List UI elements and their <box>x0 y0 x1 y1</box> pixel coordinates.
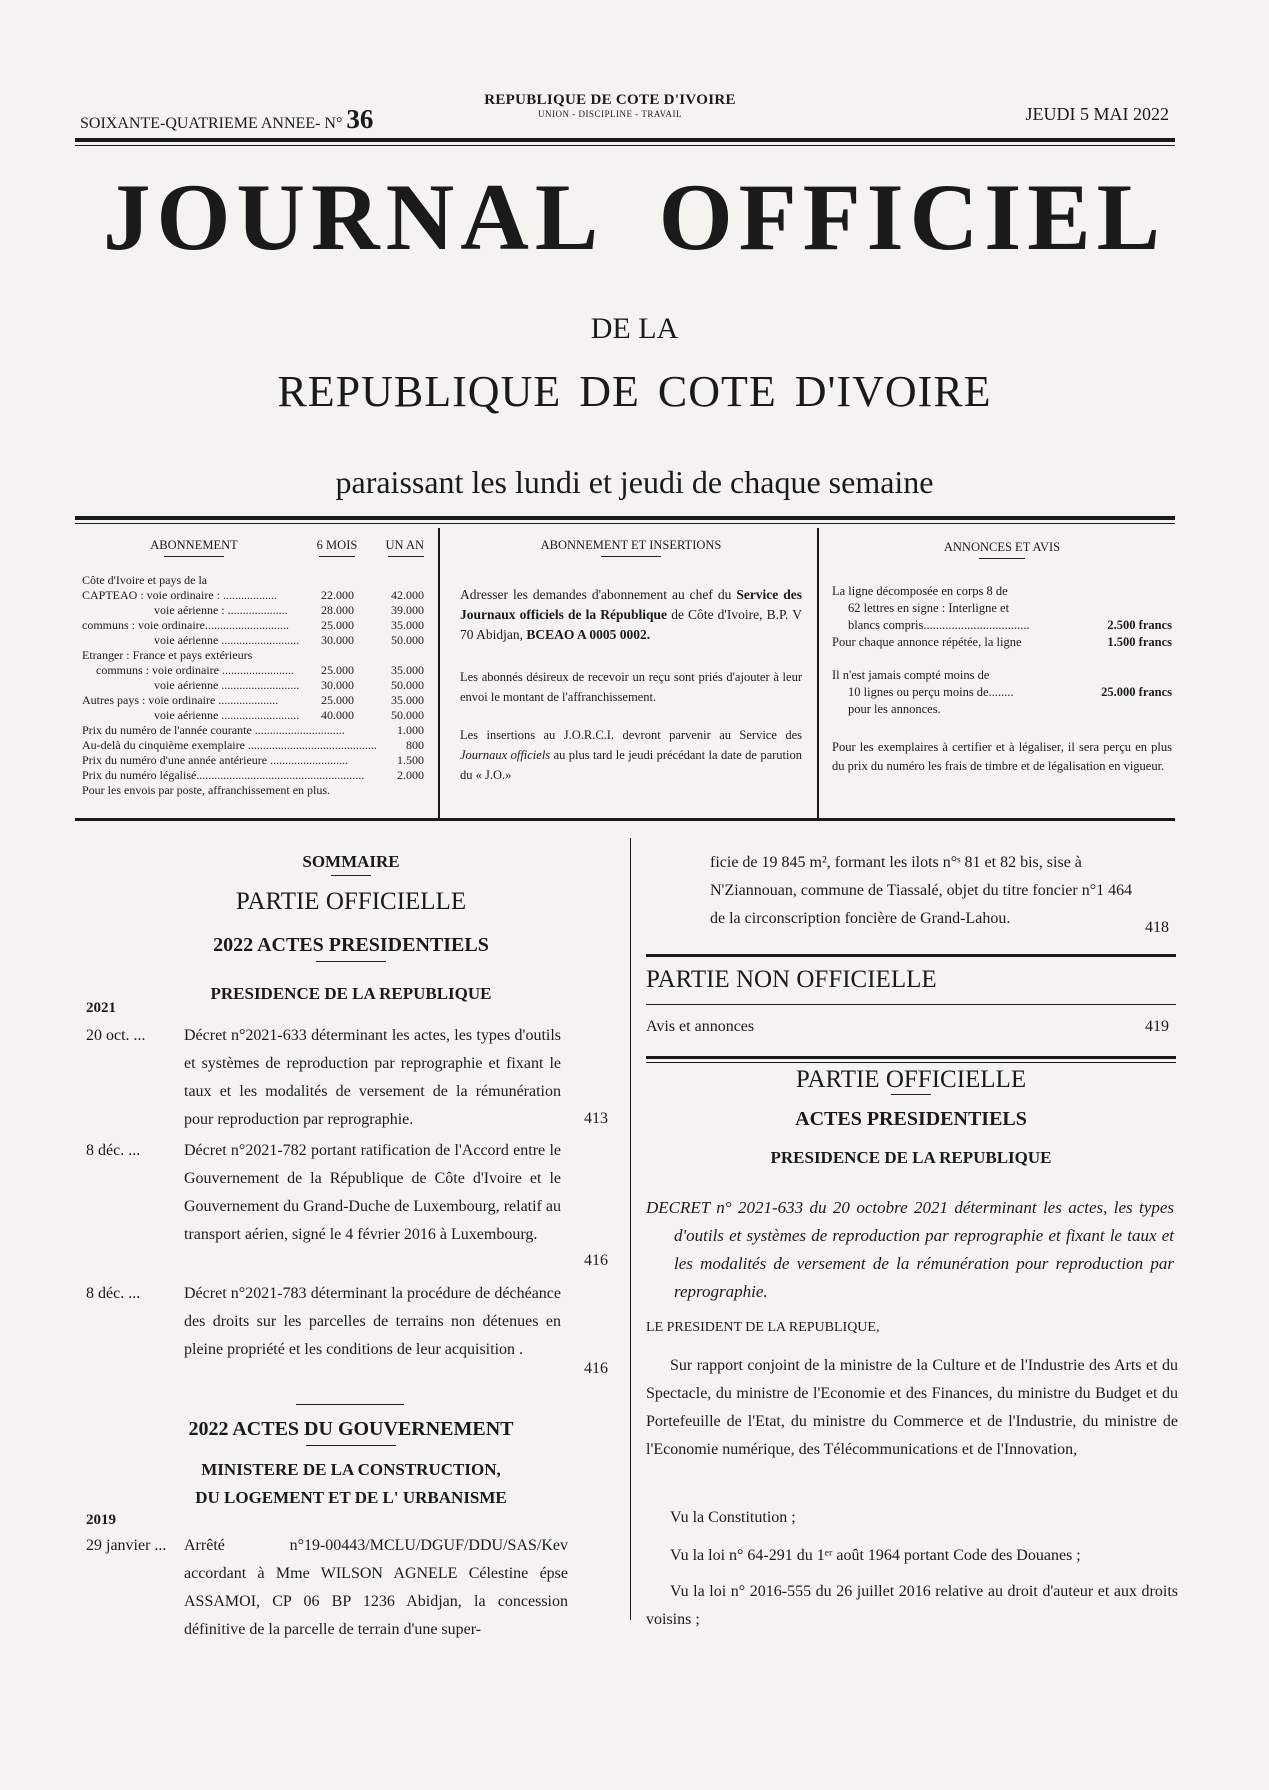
journal-title: JOURNAL OFFICIEL <box>103 164 1166 270</box>
vu-loi-droit-auteur: Vu la loi n° 2016-555 du 26 juillet 2016 relative au droit d'auteur et aux droits voisins ; <box>646 1583 1178 1628</box>
sommaire-title: SOMMAIRE <box>82 852 620 876</box>
abonnement-row-label: Côte d'Ivoire et pays de la <box>82 573 208 587</box>
main-actes-presidentiels: ACTES PRESIDENTIELS <box>795 1108 1027 1130</box>
issue-number: 36 <box>346 104 374 134</box>
abonnement-row-label: Autres pays : voie ordinaire .................... <box>82 693 279 707</box>
abonnement-row-6mois: 28.000 <box>321 603 354 617</box>
insertions-heading: ABONNEMENT ET INSERTIONS <box>540 538 722 552</box>
main-partie-officielle: PARTIE OFFICIELLE <box>795 1066 1027 1093</box>
issue-date: JEUDI 5 MAI 2022 <box>1025 104 1169 124</box>
annonce-line-7: pour les annonces. <box>848 702 941 716</box>
sommaire-ministere-1: MINISTERE DE LA CONSTRUCTION, <box>201 1460 501 1479</box>
abonnement-box <box>82 528 424 814</box>
abonnement-row-label: voie aérienne .......................... <box>154 678 300 692</box>
masthead-republic: REPUBLIQUE DE COTE D'IVOIRE <box>277 367 992 416</box>
abonnement-row-6mois: 30.000 <box>321 633 354 647</box>
abonnement-row-6mois: 22.000 <box>321 588 354 602</box>
abonnement-row-unan: 800 <box>406 738 424 752</box>
column-divider <box>630 838 631 1620</box>
abonnement-row <box>82 723 424 738</box>
le-president: LE PRESIDENT DE LA REPUBLIQUE, <box>646 1320 880 1335</box>
toc-page-2: 416 <box>584 1252 608 1269</box>
abonnement-row-unan: 35.000 <box>391 618 424 632</box>
abonnement-row-6mois: 25.000 <box>321 663 354 677</box>
abonnement-row-unan <box>369 783 424 798</box>
sommaire-year-2019: 2019 <box>86 1512 116 1528</box>
abonnement-row-6mois <box>330 783 369 798</box>
abonnement-row-label: voie aérienne .......................... <box>154 633 300 647</box>
header-motto: UNION - DISCIPLINE - TRAVAIL <box>538 109 682 119</box>
box-bottom-rule <box>75 818 1175 821</box>
avis-annonces: Avis et annonces <box>646 1018 755 1035</box>
abonnement-row-label: Etranger : France et pays extérieurs <box>82 648 253 662</box>
abonnement-row-unan <box>354 648 424 663</box>
abonnement-row-label: voie aérienne .......................... <box>154 708 300 722</box>
col-un-an: UN AN <box>385 538 424 552</box>
annonce-line-8: Pour les exemplaires à certifier et à légaliser, il sera perçu en plus du prix du numéro les frais de timbre et de légalisation en vigueur. <box>832 740 1172 773</box>
abonnement-row-unan: 35.000 <box>391 663 424 677</box>
vu-loi-douanes: Vu la loi n° 64-291 du 1ᵉʳ août 1964 portant Code des Douanes ; <box>670 1547 1081 1564</box>
abonnement-row <box>82 573 424 588</box>
abonnement-row <box>82 663 424 678</box>
header-republic <box>420 92 800 119</box>
insertions-receipt: Les abonnés désireux de recevoir un reçu sont priés d'ajouter à leur envoi le montant de l'affranchissement. <box>460 670 802 704</box>
non-officielle-title: PARTIE NON OFFICIELLE <box>646 966 937 993</box>
decret-title: DECRET n° 2021-633 du 20 octobre 2021 déterminant les actes, les types d'outils et systèmes de reproduction par reprographie et fixant le taux et les modalités de versement de la rémunération pour reproduction par reprographie. <box>646 1198 1174 1301</box>
abonnement-row-label: communs : voie ordinaire............................ <box>82 618 289 632</box>
sommaire-ministere-2: DU LOGEMENT ET DE L' URBANISME <box>195 1488 507 1507</box>
toc-page-3: 416 <box>584 1360 608 1377</box>
toc-item-2[interactable]: 8 déc. ... Décret n°2021-782 portant ratification de l'Accord entre le Gouvernement de la République de Côte d'Ivoire et le Gouvernement du Grand-Duche de Luxembourg, relatif au transport aérien, signé le 4 février 2016 à Luxembourg. <box>86 1142 561 1243</box>
abonnement-row <box>82 603 424 618</box>
annonce-line-1: La ligne décomposée en corps 8 de <box>832 584 1008 598</box>
insertions-deadline: Les insertions au J.O.R.C.I. devront parvenir au Service des Journaux officiels au plus tard le jeudi précédant la date de parution du « J.O.» <box>460 728 802 782</box>
abonnement-row <box>82 753 424 768</box>
abonnement-row-unan <box>354 573 424 588</box>
toc-page-4: 418 <box>1145 919 1169 936</box>
abonnement-row-unan: 39.000 <box>391 603 424 617</box>
annonce-line-6: 10 lignes ou perçu moins de........ <box>848 685 1014 699</box>
box-divider-1 <box>438 528 440 818</box>
masthead-de-la: DE LA <box>590 312 679 345</box>
insertions-box <box>460 528 802 814</box>
annonces-heading: ANNONCES ET AVIS <box>943 540 1061 554</box>
toc-item-4[interactable]: 29 janvier ... Arrêté n°19-00443/MCLU/DGUF/DDU/SAS/Kev accordant à Mme WILSON AGNELE Célestine épse ASSAMOI, CP 06 BP 1236 Abidjan, la concession définitive de la parcelle de terrain d'une super- <box>86 1537 568 1638</box>
abonnement-row-unan: 42.000 <box>391 588 424 602</box>
abonnement-row-unan: 1.500 <box>397 753 424 767</box>
sur-rapport: Sur rapport conjoint de la ministre de la Culture et de l'Industrie des Arts et du Spectacle, du ministre de l'Economie et des Finances, du ministre du Budget et du Portefeuille de l'Etat, du ministre du Commerce et de l'Industrie, du ministre de l'Economie numérique, des Télécommunications et de l'Innovation, <box>646 1357 1178 1458</box>
abonnement-row-label: Pour les envois par poste, affranchissement en plus. <box>82 783 331 797</box>
abonnement-row-label: communs : voie ordinaire ........................ <box>96 663 294 677</box>
abonnement-row-label: Prix du numéro d'une année antérieure .......................... <box>82 753 349 767</box>
main-presidence: PRESIDENCE DE LA REPUBLIQUE <box>770 1148 1052 1167</box>
abonnement-row <box>82 768 424 783</box>
abonnement-row-6mois: 40.000 <box>321 708 354 722</box>
abonnement-row <box>82 678 424 693</box>
abonnement-row-6mois <box>304 573 354 588</box>
col-6-mois: 6 MOIS <box>316 538 358 552</box>
abonnement-row <box>82 648 424 663</box>
abonnement-row-label: Prix du numéro de l'année courante .............................. <box>82 723 345 737</box>
toc-item-3[interactable]: 8 déc. ... Décret n°2021-783 déterminant la procédure de déchéance des droits sur les parcelles de terrains non détenues en pleine propriété et les conditions de leur acquisition . <box>86 1285 561 1358</box>
sommaire-presidence: PRESIDENCE DE LA REPUBLIQUE <box>210 984 492 1003</box>
abonnement-row <box>82 708 424 723</box>
annonce-price-2: 1.500 francs <box>1107 635 1172 649</box>
abonnement-row-unan: 50.000 <box>391 633 424 647</box>
box-divider-2 <box>817 528 819 818</box>
annonce-line-5: Il n'est jamais compté moins de <box>832 668 990 682</box>
issue-label: SOIXANTE-QUATRIEME ANNEE- N° 36 <box>80 104 374 134</box>
abonnement-row-unan: 50.000 <box>391 678 424 692</box>
abonnement-row-label: Au-delà du cinquième exemplaire ........................................... <box>82 738 377 752</box>
abonnement-row-6mois: 25.000 <box>321 693 354 707</box>
main-top-rule <box>646 1056 1176 1059</box>
insertions-address: Adresser les demandes d'abonnement au chef du Service des Journaux officiels de la République de Côte d'Ivoire, B.P. V 70 Abidjan, BCEAO A 0005 0002. <box>460 587 803 642</box>
abonnement-row-6mois <box>377 738 397 753</box>
annonces-box <box>832 528 1172 814</box>
box-top-rule-thin <box>75 523 1175 524</box>
abonnement-row <box>82 618 424 633</box>
abonnement-row-6mois <box>345 723 378 738</box>
box-top-rule <box>75 516 1175 520</box>
sommaire-actes-gouvernement: 2022 ACTES DU GOUVERNEMENT <box>82 1418 620 1446</box>
main-top-rule-thin <box>646 1062 1176 1063</box>
abonnement-row-unan: 1.000 <box>396 723 424 737</box>
abonnement-row-6mois: 25.000 <box>321 618 354 632</box>
annonce-line-3: blancs compris.................................. <box>848 618 1030 632</box>
abonnement-row-label: Prix du numéro légalisé........................................................ <box>82 768 365 782</box>
annonce-line-2: 62 lettres en signe : Interligne et <box>848 601 1010 615</box>
abonnement-row-unan: 50.000 <box>391 708 424 722</box>
abonnement-row <box>82 633 424 648</box>
vu-constitution: Vu la Constitution ; <box>670 1509 796 1526</box>
avis-page: 419 <box>1145 1018 1169 1035</box>
annonce-price-3: 25.000 francs <box>1101 685 1172 699</box>
non-officielle-rule <box>646 1004 1176 1005</box>
abonnement-rows <box>82 573 424 798</box>
sommaire-year-2021: 2021 <box>86 1000 116 1016</box>
header-rule-thin <box>75 145 1175 146</box>
abonnement-row <box>82 693 424 708</box>
sommaire-actes-presidentiels: 2022 ACTES PRESIDENTIELS <box>82 934 620 962</box>
abonnement-row-unan: 35.000 <box>391 693 424 707</box>
sommaire-separator <box>296 1404 404 1405</box>
toc-item-1[interactable]: 20 oct. ... Décret n°2021-633 déterminant les actes, les types d'outils et systèmes de reproduction par reprographie et fixant le taux et les modalités de versement de la rémunération pour reproduction par reprographie. <box>86 1027 561 1128</box>
abonnement-row <box>82 738 424 753</box>
abonnement-row-6mois: 30.000 <box>321 678 354 692</box>
toc-page-1: 413 <box>584 1110 608 1127</box>
header-republic-name: REPUBLIQUE DE COTE D'IVOIRE <box>484 92 736 108</box>
abonnement-row-6mois <box>304 648 354 663</box>
toc-item-4-continued: ficie de 19 845 m², formant les ilots n°ˢ 81 et 82 bis, sise à N'Ziannouan, commune de Tiassalé, objet du titre foncier n°1 464 de la circonscription foncière de Grand-Lahou. <box>710 854 1133 927</box>
abonnement-row-unan: 2.000 <box>397 768 424 782</box>
masthead-frequency: paraissant les lundi et jeudi de chaque semaine <box>335 464 934 500</box>
abonnement-row-label: voie aérienne : .................... <box>154 603 288 617</box>
abonnement-row-6mois <box>364 768 389 783</box>
abonnement-row <box>82 588 424 603</box>
annonce-price-1: 2.500 francs <box>1107 618 1172 632</box>
abonnement-row-label: CAPTEAO : voie ordinaire : .................. <box>82 588 277 602</box>
non-officielle-top-rule <box>646 954 1176 957</box>
abonnement-row <box>82 783 424 798</box>
header-rule-thick <box>75 138 1175 142</box>
sommaire-partie-officielle: PARTIE OFFICIELLE <box>235 888 467 915</box>
annonce-line-4: Pour chaque annonce répétée, la ligne <box>832 635 1022 649</box>
abonnement-row-6mois <box>348 753 380 768</box>
abonnement-heading: ABONNEMENT <box>150 538 238 552</box>
